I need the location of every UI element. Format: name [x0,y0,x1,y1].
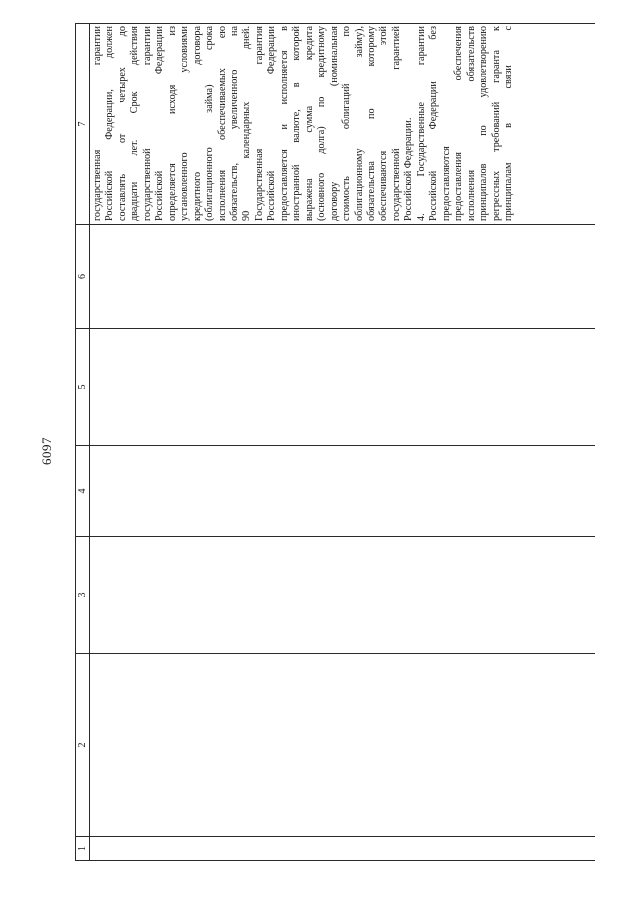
text-line: государственной гарантии [141,26,153,221]
cell-col-6 [90,225,596,329]
text-line: государственной гарантией [390,26,402,221]
text-line: исполнения обеспечиваемых ею [216,26,228,221]
document-table [75,23,595,861]
column-header-7: 7 [76,24,90,225]
text-line: государственная гарантии [92,26,103,221]
text-line: предоставляются [440,146,452,221]
text-line: обязательств, увеличенного на [228,26,240,221]
text-line: 90 календарных дней. [241,26,253,221]
text-line: составлять от четырех до [116,26,128,221]
cell-col-3 [90,537,596,654]
cell-col-1 [90,837,596,861]
text-line: обязательства по которому [365,26,377,221]
text-line: установленного условиями [179,26,191,221]
cell-col-2 [90,654,596,837]
text-line: 4. Государственные гарантии [415,26,427,221]
text-line: стоимость облигаций по [341,26,353,221]
text-line: договору (номинальная [328,26,340,221]
text-line: Российской Федерации, должен [104,26,116,221]
cell-col-5 [90,329,596,446]
cell-col-4 [90,446,596,537]
table-row [90,24,596,861]
text-line: предоставляется и исполняется в [278,26,290,221]
text-line: принципалов по удовлетворению [478,26,490,221]
column-header-6: 6 [76,225,90,329]
text-line: (облигационного займа) срока [204,26,216,221]
column-header-1: 1 [76,837,90,861]
text-line: Российской Федерации [266,26,278,221]
page-number: 6097 [39,437,54,465]
column-header-3: 3 [76,537,90,654]
cell-col-7 [90,24,596,225]
text-line: предоставления обеспечения [453,26,465,221]
column-header-4: 4 [76,446,90,537]
text-line: обеспечиваются этой [378,26,390,221]
text-line: исполнения обязательств [465,26,477,221]
text-line: кредитного договора [191,26,203,221]
column-header-5: 5 [76,329,90,446]
text-line: Российской Федерации без [428,26,440,221]
column-header-2: 2 [76,654,90,837]
text-line: Российской Федерации [154,26,166,221]
table-header-row [76,24,90,861]
text-line: облигационному займу), [353,26,365,221]
text-line: Государственная гарантия [253,26,265,221]
text-line: иностранной валюте, в которой [291,26,303,221]
text-line: двадцати лет. Срок действия [129,26,141,221]
text-line: выражена сумма кредита [303,26,315,221]
text-line: принципалам в связи с [502,26,514,221]
column7-text [90,24,515,224]
text-line: (основного долга) по кредитному [316,26,328,221]
text-line: регрессных требований гаранта к [490,26,502,221]
text-line: определяется исходя из [166,26,178,221]
text-line: Российской Федерации. [403,117,415,221]
